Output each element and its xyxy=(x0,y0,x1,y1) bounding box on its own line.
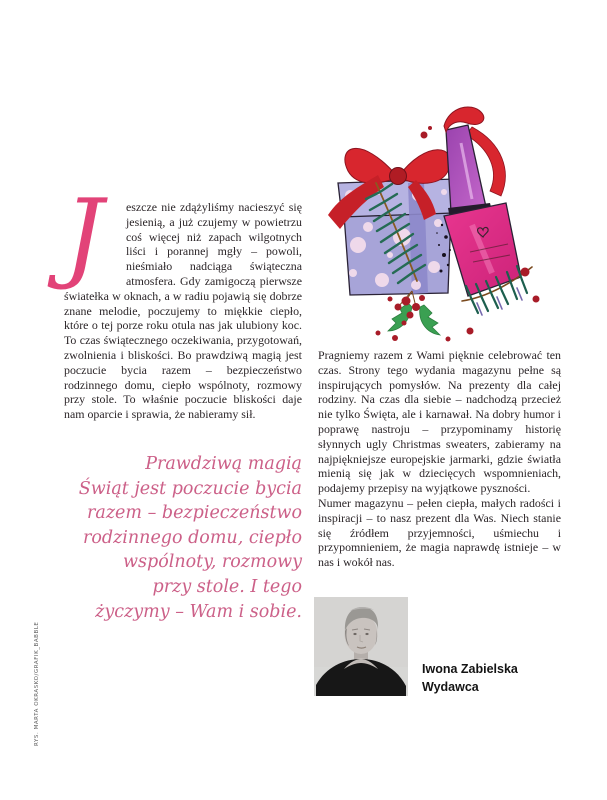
publisher-portrait-photo xyxy=(314,597,408,696)
pull-quote-line: życzymy – Wam i sobie. xyxy=(95,601,302,622)
pull-quote-line: wspólnoty, rozmowy xyxy=(123,552,302,573)
christmas-gifts-illustration xyxy=(320,95,545,345)
pull-quote-line: rodzinnego domu, ciepło xyxy=(82,527,302,548)
illustration-credit: RYS. MARTA OKRASKO/GRAFIK_BABBLE xyxy=(34,621,40,746)
publisher-title: Wydawca xyxy=(422,680,479,694)
pull-quote-line: Świąt jest poczucie bycia xyxy=(78,478,302,499)
pull-quote-line: Prawdziwą magią xyxy=(145,454,302,474)
pull-quote-line: razem – bezpieczeństwo xyxy=(87,503,302,524)
editorial-column xyxy=(318,348,561,570)
drop-cap: J xyxy=(64,179,104,293)
intro-text: eszcze nie zdążyliśmy nacieszyć się jesienią, a już czujemy w powietrzu coś więcej niż zapach wilgotnych liści i porannej mgły – powoli, nieśmiało nadciąga świąteczna atmosfera. Gdy zamigoczą pierwsze światełka w oknach, a w radiu pojawią się dobrze znane melodie, poczujemy to miękkie ciepło, które o tej porze roku otula nas jak ulubiony koc. To czas świątecznego oczekiwania, przygotowań, zwolnienia i bliskości. Bo prawdziwą magią jest poczucie bycia razem – bezpieczeństwo rodzinnego domu, ciepło wspólnoty, rozmowy przy stole. To właśnie poczucie bliskości daje nam oparcie i sprawia, że nabieramy sił. xyxy=(64,200,302,422)
signature-block xyxy=(422,660,518,696)
pull-quote-line: przy stole. I tego xyxy=(152,576,302,597)
editorial-paragraph: Pragniemy razem z Wami pięknie celebrować ten czas. Strony tego wydania magazynu pełne są inspirujących pomysłów. Na prezenty dla całej rodziny. Na czas dla siebie – nadchodzą przecież nie tylko Święta, ale i karnawał. Na dobry humor i poprawę nastroju – przypominamy historię słynnych ugly Christmas sweaters, zabieramy na najpiękniejsze europejskie jarmarki, gdzie światła mienią się jak w dziecięcych wspomnieniach, podajemy przepisy na wyjątkowe pyszności. xyxy=(318,348,561,496)
intro-paragraph xyxy=(64,179,302,422)
pull-quote xyxy=(50,452,302,624)
editorial-paragraph: Numer magazynu – pełen ciepła, małych radości i inspiracji – to nasz prezent dla Was. Niech stanie się źródłem przyjemności, uśmiechu i przypomnieniem, że magia naprawdę istnieje – w nas i wokół nas. xyxy=(318,495,561,570)
publisher-name: Iwona Zabielska xyxy=(422,662,518,676)
